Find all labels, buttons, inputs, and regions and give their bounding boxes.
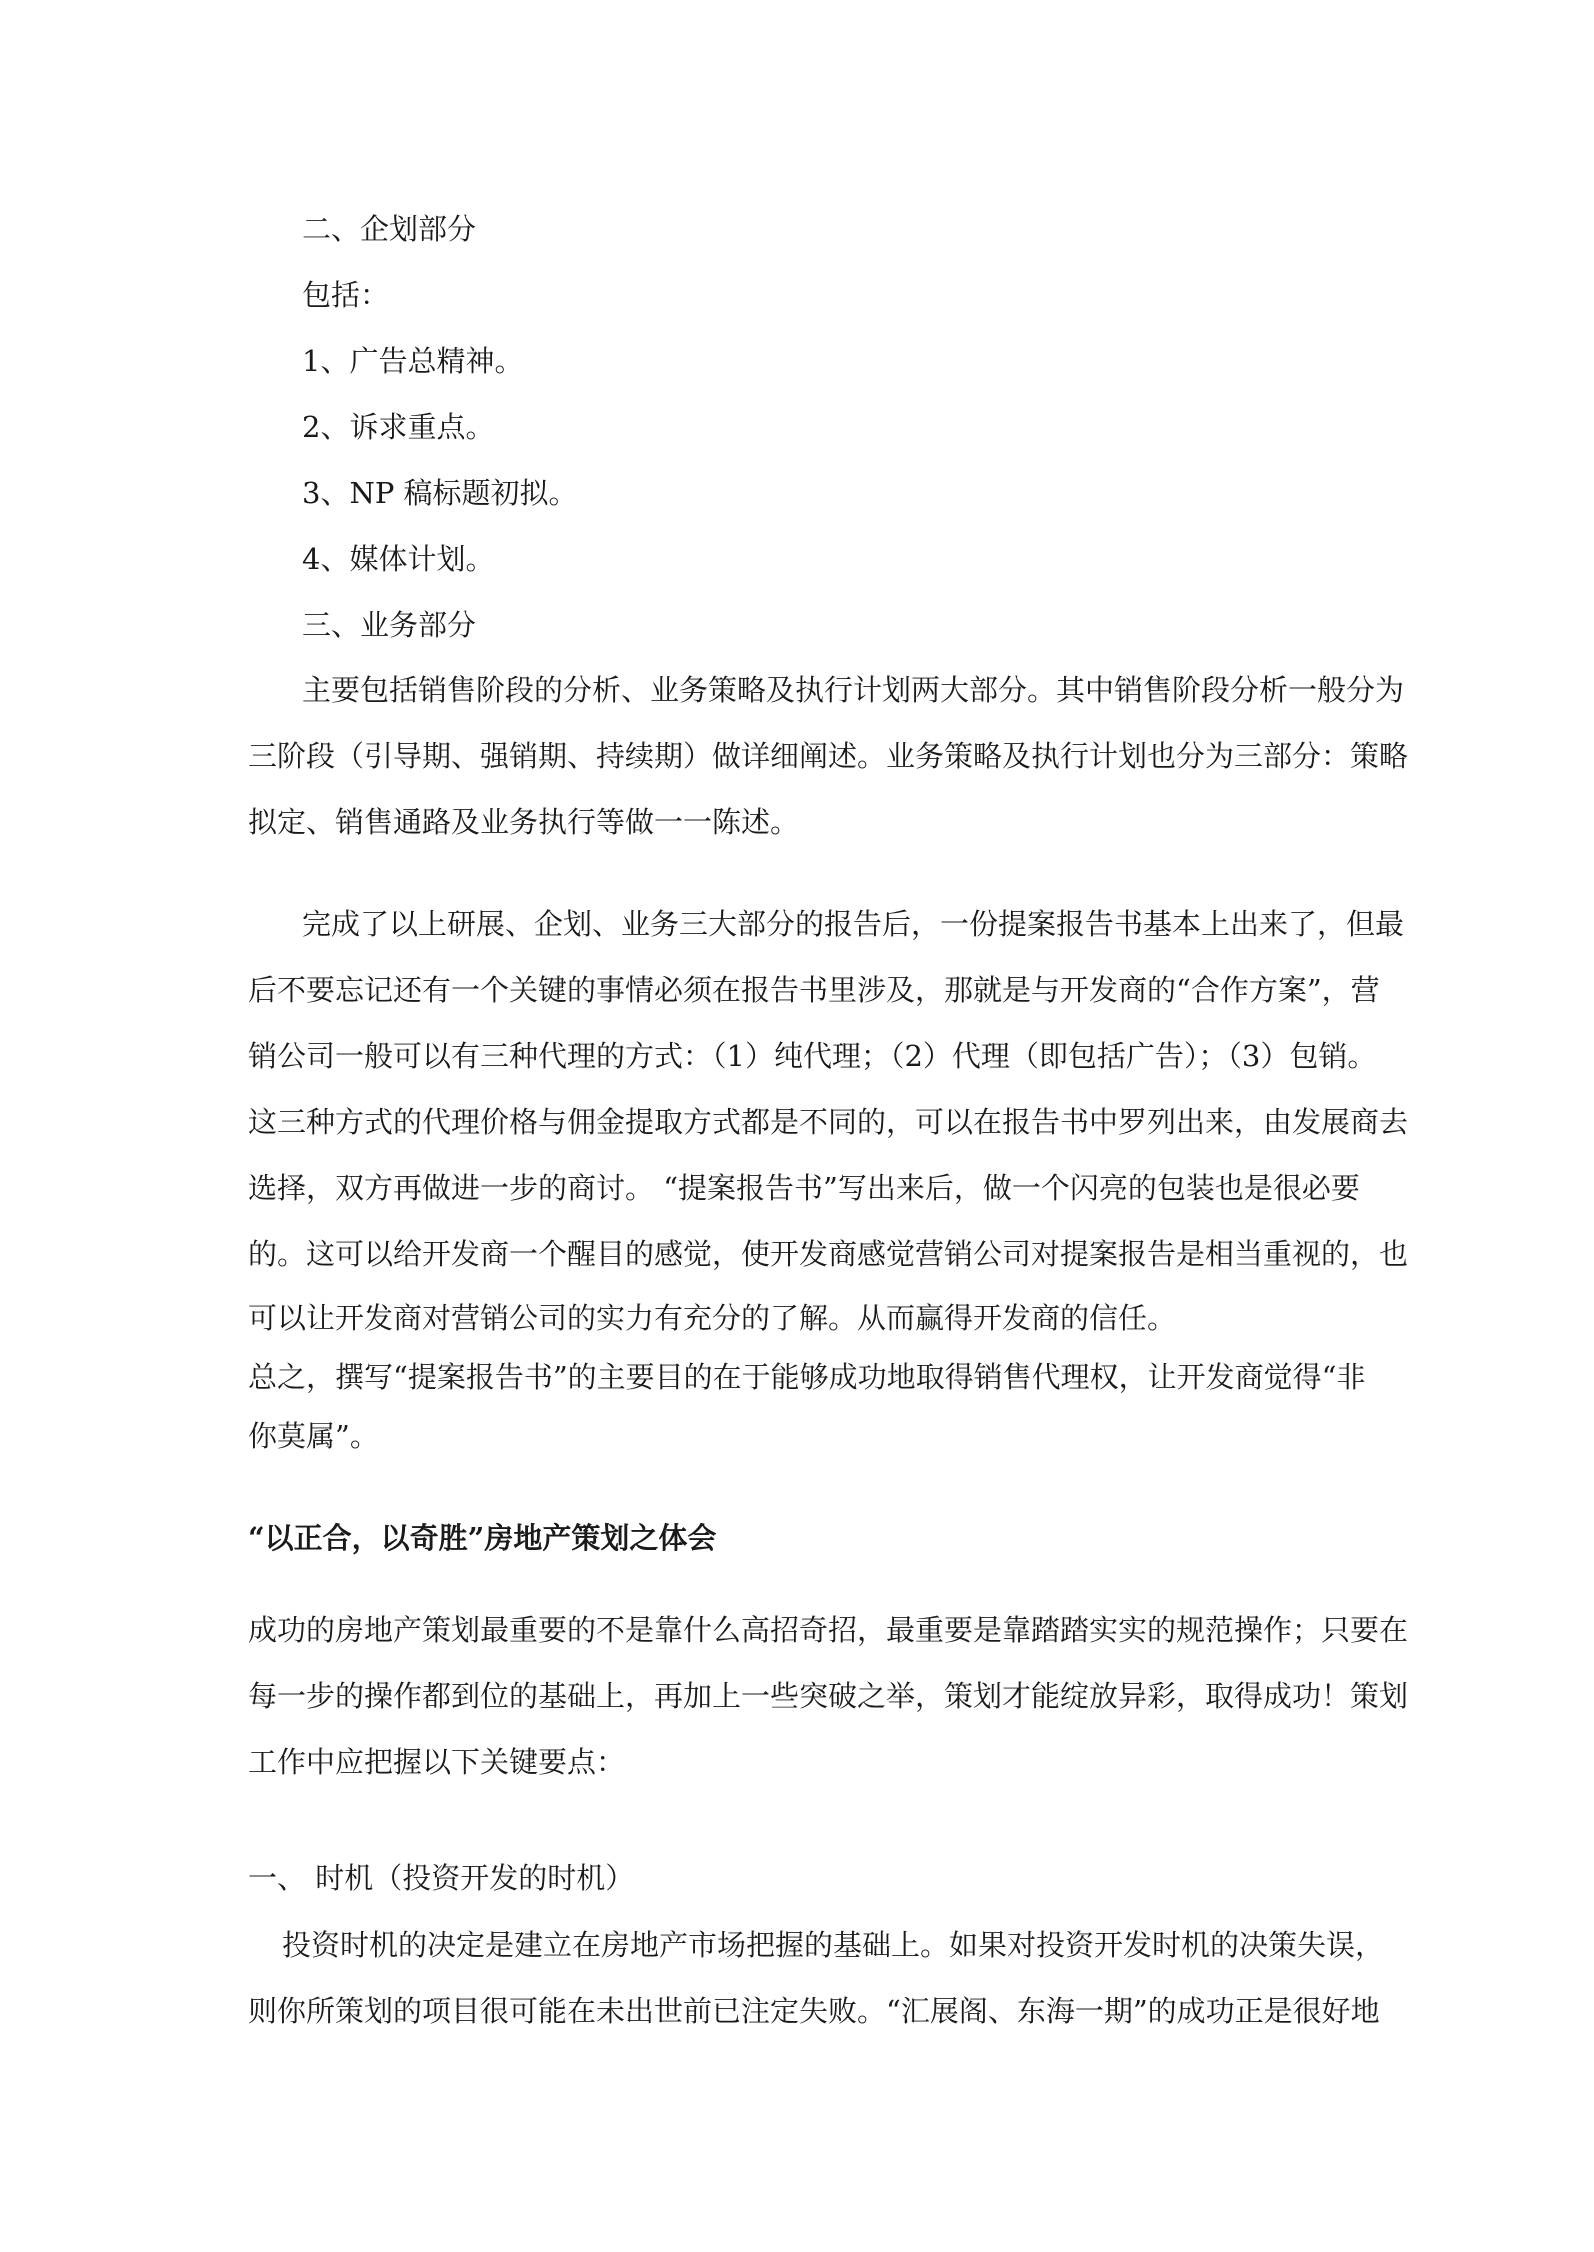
list-item: 1、广告总精神。 (302, 344, 524, 378)
paragraph-line: 这三种方式的代理价格与佣金提取方式都是不同的，可以在报告书中罗列出来，由发展商去 (248, 1105, 1409, 1139)
paragraph-line: 选择，双方再做进一步的商讨。 “提案报告书”写出来后，做一个闪亮的包装也是很必要 (248, 1171, 1360, 1205)
point-heading-timing: 一、 时机（投资开发的时机） (248, 1861, 635, 1895)
section-heading-business: 三、业务部分 (302, 608, 477, 642)
paragraph-line: 可以让开发商对营销公司的实力有充分的了解。从而赢得开发商的信任。 (248, 1301, 1177, 1335)
article-title: “以正合，以奇胜”房地产策划之体会 (248, 1521, 717, 1555)
paragraph-line: 则你所策划的项目很可能在未出世前已注定失败。“汇展阁、东海一期”的成功正是很好地 (248, 1994, 1380, 2028)
list-item: 3、NP 稿标题初拟。 (302, 476, 578, 510)
paragraph-line: 总之，撰写“提案报告书”的主要目的在于能够成功地取得销售代理权，让开发商觉得“非 (248, 1360, 1366, 1394)
planning-intro: 包括： (302, 278, 390, 312)
paragraph-line: 的。这可以给开发商一个醒目的感觉，使开发商感觉营销公司对提案报告是相当重视的，也 (248, 1237, 1409, 1271)
list-item: 4、媒体计划。 (302, 542, 495, 576)
paragraph-line: 销公司一般可以有三种代理的方式：（1）纯代理；（2）代理（即包括广告）；（3）包销。 (248, 1039, 1377, 1073)
paragraph-line: 投资时机的决定是建立在房地产市场把握的基础上。如果对投资开发时机的决策失误， (282, 1928, 1385, 1962)
list-item: 2、诉求重点。 (302, 410, 495, 444)
paragraph-line: 拟定、销售通路及业务执行等做一一陈述。 (248, 805, 800, 839)
paragraph-line: 工作中应把握以下关键要点： (248, 1745, 626, 1779)
paragraph-line: 成功的房地产策划最重要的不是靠什么高招奇招，最重要是靠踏踏实实的规范操作；只要在 (248, 1613, 1409, 1647)
paragraph-line: 每一步的操作都到位的基础上，再加上一些突破之举，策划才能绽放异彩，取得成功！策划 (248, 1679, 1409, 1713)
paragraph-line: 后不要忘记还有一个关键的事情必须在报告书里涉及，那就是与开发商的“合作方案”，营 (248, 973, 1380, 1007)
paragraph-line: 主要包括销售阶段的分析、业务策略及执行计划两大部分。其中销售阶段分析一般分为 (302, 673, 1405, 707)
paragraph-line: 完成了以上研展、企划、业务三大部分的报告后，一份提案报告书基本上出来了，但最 (302, 907, 1405, 941)
paragraph-line: 你莫属”。 (248, 1419, 379, 1453)
paragraph-line: 三阶段（引导期、强销期、持续期）做详细阐述。业务策略及执行计划也分为三部分：策略 (248, 739, 1409, 773)
section-heading-planning: 二、企划部分 (302, 212, 477, 246)
